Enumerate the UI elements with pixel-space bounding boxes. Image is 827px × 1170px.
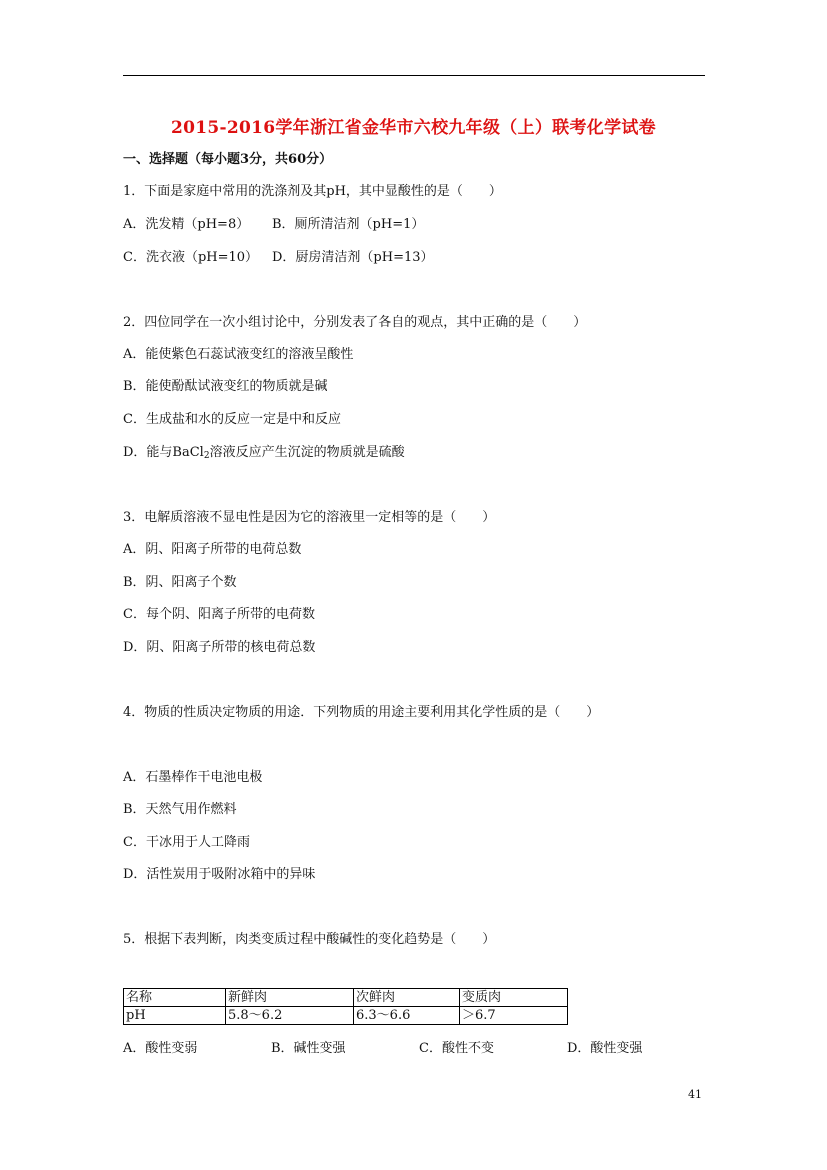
q4-option-b: B．天然气用作燃料 (123, 802, 237, 817)
section-heading: 一、选择题（每小题3分，共60分） (123, 152, 333, 167)
table-cell: 变质肉 (460, 989, 568, 1007)
table-cell: 5.8～6.2 (226, 1007, 354, 1025)
q5-option-b: B．碱性变强 (271, 1041, 346, 1056)
table-cell: 次鲜肉 (354, 989, 460, 1007)
table-cell: 名称 (124, 989, 226, 1007)
q2-option-d-subscript: 2 (203, 451, 210, 461)
q2-option-c: C．生成盐和水的反应一定是中和反应 (123, 412, 341, 427)
q1-option-a: A．洗发精（pH=8） (123, 217, 250, 232)
q5-stem: 5．根据下表判断，肉类变质过程中酸碱性的变化趋势是（ ） (123, 932, 496, 947)
q2-stem: 2．四位同学在一次小组讨论中，分别发表了各自的观点，其中正确的是（ ） (123, 315, 587, 330)
q1-option-d: D．厨房清洁剂（pH=13） (272, 250, 434, 265)
q3-option-d: D．阴、阳离子所带的核电荷总数 (123, 640, 316, 655)
table-row (124, 1007, 568, 1025)
q2-option-b: B．能使酚酞试液变红的物质就是碱 (123, 379, 328, 394)
meat-ph-table (123, 988, 568, 1025)
header-rule (123, 75, 705, 76)
q2-option-d (123, 444, 405, 465)
q2-option-d-pre: D．能与BaCl (123, 445, 204, 460)
q4-stem: 4．物质的性质决定物质的用途．下列物质的用途主要利用其化学性质的是（ ） (123, 705, 600, 720)
q3-option-c: C．每个阴、阳离子所带的电荷数 (123, 607, 315, 622)
q5-option-a: A．酸性变弱 (123, 1041, 198, 1056)
page-number: 41 (688, 1088, 702, 1101)
q3-option-a: A．阴、阳离子所带的电荷总数 (123, 542, 302, 557)
table-cell: ＞6.7 (460, 1007, 568, 1025)
q5-option-c: C．酸性不变 (419, 1041, 494, 1056)
q3-stem: 3．电解质溶液不显电性是因为它的溶液里一定相等的是（ ） (123, 510, 496, 525)
q2-option-a: A．能使紫色石蕊试液变红的溶液呈酸性 (123, 347, 354, 362)
q4-option-c: C．干冰用于人工降雨 (123, 835, 250, 850)
q3-option-b: B．阴、阳离子个数 (123, 575, 237, 590)
q5-option-d: D．酸性变强 (567, 1041, 643, 1056)
q4-option-a: A．石墨棒作干电池电极 (123, 770, 263, 785)
q1-option-c: C．洗衣液（pH=10） (123, 250, 259, 265)
q1-option-b: B．厕所清洁剂（pH=1） (272, 217, 425, 232)
table-header-row (124, 989, 568, 1007)
table-cell: pH (124, 1007, 226, 1025)
q4-option-d: D．活性炭用于吸附冰箱中的异味 (123, 867, 316, 882)
table-cell: 新鲜肉 (226, 989, 354, 1007)
table-cell: 6.3～6.6 (354, 1007, 460, 1025)
q1-stem: 1．下面是家庭中常用的洗涤剂及其pH，其中显酸性的是（ ） (123, 184, 502, 199)
page-title: 2015-2016学年浙江省金华市六校九年级（上）联考化学试卷 (171, 118, 656, 138)
q2-option-d-post: 溶液反应产生沉淀的物质就是硫酸 (209, 445, 405, 460)
